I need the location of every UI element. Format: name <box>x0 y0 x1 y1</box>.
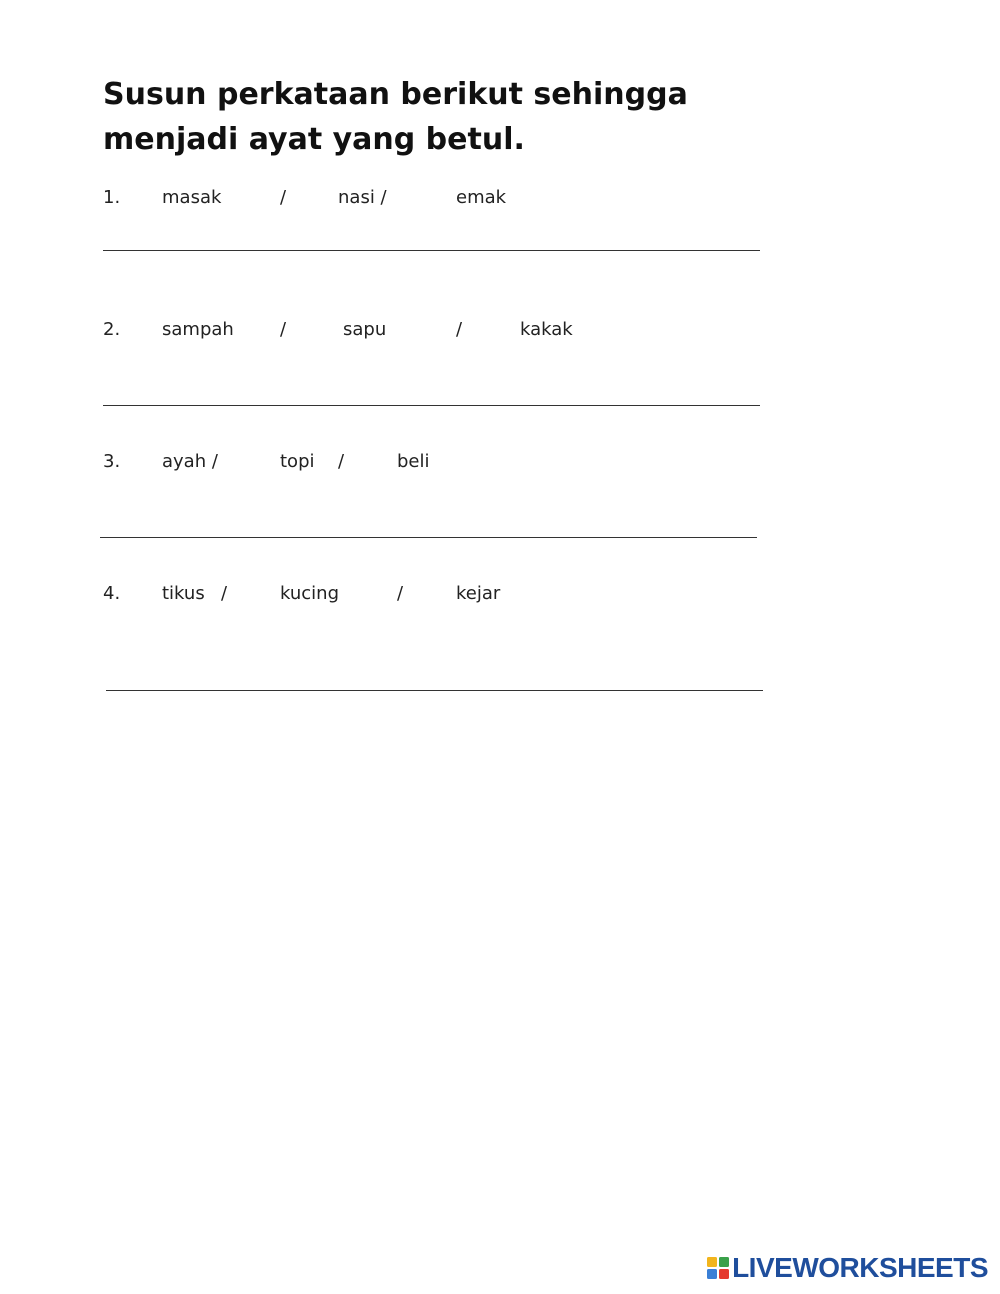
liveworksheets-logo-icon <box>707 1257 729 1279</box>
question-number: 2. <box>103 319 121 340</box>
word-token: topi <box>280 451 315 472</box>
slash-separator: / <box>221 583 228 604</box>
word-token: sampah <box>162 319 234 340</box>
question-2 <box>0 318 1000 342</box>
question-1 <box>0 186 1000 210</box>
answer-line-3[interactable] <box>100 537 757 538</box>
question-number: 4. <box>103 583 121 604</box>
slash-separator: / <box>280 187 287 208</box>
question-number: 3. <box>103 451 121 472</box>
word-token: nasi / <box>338 187 387 208</box>
slash-separator: / <box>397 583 404 604</box>
answer-line-2[interactable] <box>103 405 760 406</box>
word-token: sapu <box>343 319 387 340</box>
word-token: kejar <box>456 583 501 604</box>
question-3 <box>0 450 1000 474</box>
answer-line-4[interactable] <box>106 690 763 691</box>
word-token: ayah / <box>162 451 218 472</box>
word-token: beli <box>397 451 430 472</box>
liveworksheets-brand <box>707 1254 988 1282</box>
slash-separator: / <box>456 319 463 340</box>
word-token: emak <box>456 187 507 208</box>
word-token: kakak <box>520 319 573 340</box>
slash-separator: / <box>338 451 345 472</box>
slash-separator: / <box>280 319 287 340</box>
question-number: 1. <box>103 187 121 208</box>
answer-line-1[interactable] <box>103 250 760 251</box>
word-token: masak <box>162 187 222 208</box>
word-token: kucing <box>280 583 340 604</box>
worksheet-title: Susun perkataan berikut sehingga menjadi ayat yang betul. <box>103 77 688 157</box>
word-token: tikus <box>162 583 205 604</box>
question-4 <box>0 582 1000 606</box>
brand-name: LIVEWORKSHEETS <box>732 1252 988 1283</box>
